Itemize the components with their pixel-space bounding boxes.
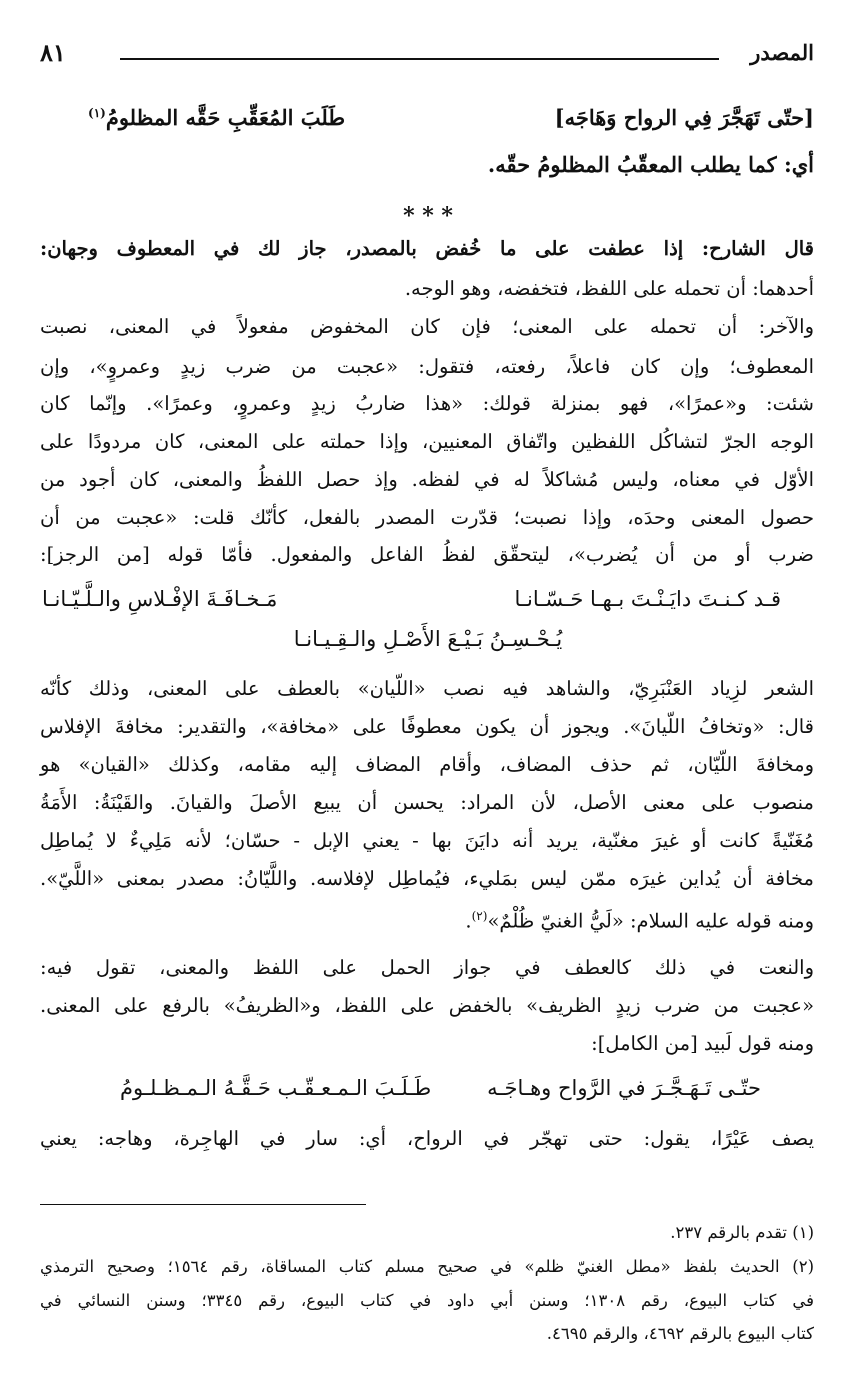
top-verse-left [88,105,345,130]
verse3-left: طَـلَـبَ الـمـعـقّـب حَـقَّـهُ الـمـظـلـومُ [120,1076,432,1100]
para-line: شئت: و«عمرًا»، فهو بمنزلة قولك: «هذا ضاربُ زيدٍ وعمروٍ، وعمرًا». وإنّما كان [40,392,814,415]
footnote-ref-1: (١) [88,106,106,120]
para-line: قال الشارح: إذا عطفت على ما خُفض بالمصدر، جاز لك في المعطوف وجهان: [40,237,814,260]
section-separator: * * * [403,203,453,229]
running-header [40,38,814,72]
footnote: كتاب البيوع بالرقم ٤٦٩٢، والرقم ٤٦٩٥. [546,1324,814,1343]
para-line: «عجبت من ضرب زيدٍ الظريف» بالخفض على اللفظ، و«الظريفُ» بالرفع على المعنى. [40,994,814,1017]
footnote: (١) تقدم بالرقم ٢٣٧. [670,1223,814,1242]
top-verse-left-text: طَلَبَ المُعَقِّبِ حَقَّه المظلومُ [105,105,346,130]
para-line: قال: «وتخافُ اللّيانَ». ويجوز أن يكون معطوفًا على «مخافة»، والتقدير: مخافةَ الإفلاس [40,715,814,738]
verse3-right: حتّـى تَـهَـجَّـرَ في الرَّواح وهـاجَـه [487,1076,761,1100]
para-line: الشعر لزِياد العَنْبَرِيّ، والشاهد فيه نصب «اللّيان» بالعطف على المعنى، وذلك كأنّه [40,677,814,700]
para-line: الأوّل في معناه، وليس مُشاكلاً له في لفظه. وإذ حصل اللفظُ والمعنى، كان أجود من [40,468,814,491]
verse2: يُـحْـسِـنُ بَـيْـعَ الأَصْـلِ والـقِـيـانـا [293,627,563,651]
gloss: أي: كما يطلب المعقّبُ المظلومُ حقّه. [487,152,814,177]
para-line: ومنه قول لَبيد [من الكامل]: [591,1032,814,1055]
para-line: والآخر: أن تحمله على المعنى؛ فإن كان المخفوض مفعولاً في المعنى، نصبت [40,315,814,338]
para-line: ضرب أو من أن يُضرب»، ليتحقّق لفظُ الفاعل والمفعول. فأمّا قوله [من الرجز]: [40,543,814,566]
para-line: الوجه الجرّ لتشاكُل اللفظين واتّفاق المعنيين، وإذا حملته على المعنى، كان مردودًا على [40,430,814,453]
para-line: أحدهما: أن تحمله على اللفظ، فتخفضه، وهو الوجه. [404,277,814,300]
para-line: المعطوف؛ وإن كان فاعلاً، رفعته، فتقول: «عجبت من ضرب زيدٍ وعمروٍ»، وإن [40,355,814,378]
hadith-line: ومنه قوله عليه السلام: «لَيُّ الغنيّ ظُلْمٌ» [487,909,814,933]
verse1-left: مَـخـافَـةَ الإفْـلاسِ والـلَّـيّـانـا [42,587,278,611]
header-rule [120,58,719,60]
para-line: حصول المعنى وحدَه، وإذا نصبت؛ قدّرت المصدر بالفعل، كأنّك قلت: «عجبت من أن [40,506,814,529]
footnote: في كتاب البيوع، رقم ١٣٠٨؛ وسنن أبي داود في كتاب البيوع، رقم ٣٣٤٥؛ وسنن النسائي في [40,1291,814,1310]
para-line: يصف عَيْرًا، يقول: حتى تهجّر في الرواح، أي: سار في الهاجِرة، وهاجه: يعني [40,1127,814,1150]
footnote-ref-2: (٢) [471,909,488,923]
footnote-rule [40,1204,366,1205]
para-line: مخافة أن يُداين غيرَه ممّن ليس بمَليء، فيُماطِل لإفلاسه. واللَّيّانُ: مصدر بمعنى «اللَّيّ». [40,867,814,890]
verse1-right: قـد كـنـتَ دايَـنْـتَ بـهـا حَـسّـانـا [514,587,781,611]
para-line: ومنه قوله عليه السلام: «لَيُّ الغنيّ ظُلْمٌ»$^{(٢)}$. [465,909,814,933]
para-line: والنعت في ذلك كالعطف في جواز الحمل على اللفظ والمعنى، تقول فيه: [40,956,814,979]
top-verse-right: [حتّى تَهَجَّرَ فِي الرواح وَهَاجَه] [554,105,814,130]
running-title: المصدر [750,40,814,65]
footnote: (٢) الحديث بلفظ «مطل الغنيّ ظلم» في صحيح مسلم كتاب المساقاة، رقم ١٥٦٤؛ وصحيح الترمذي [40,1257,814,1276]
para-line: ومخافةَ اللّيّان، ثم حذف المضاف، وأقام المضاف إليه مقامه، وكذلك «القيان» هو [40,753,814,776]
page-number: ٨١ [40,38,66,67]
para-line: منصوب على معنى الأصل، لأن المراد: يحسن أن يبيع الأصلَ والقيانَ. والقَيْنَةُ: الأَمَةُ [40,791,814,814]
para-line: مُغَنّيةً كانت أو غيرَ مغنّية، يريد أنه دايَنَ بها - يعني الإبل - حسّان؛ لأنه مَلِيءٌ لا يُماطِل [40,829,814,852]
